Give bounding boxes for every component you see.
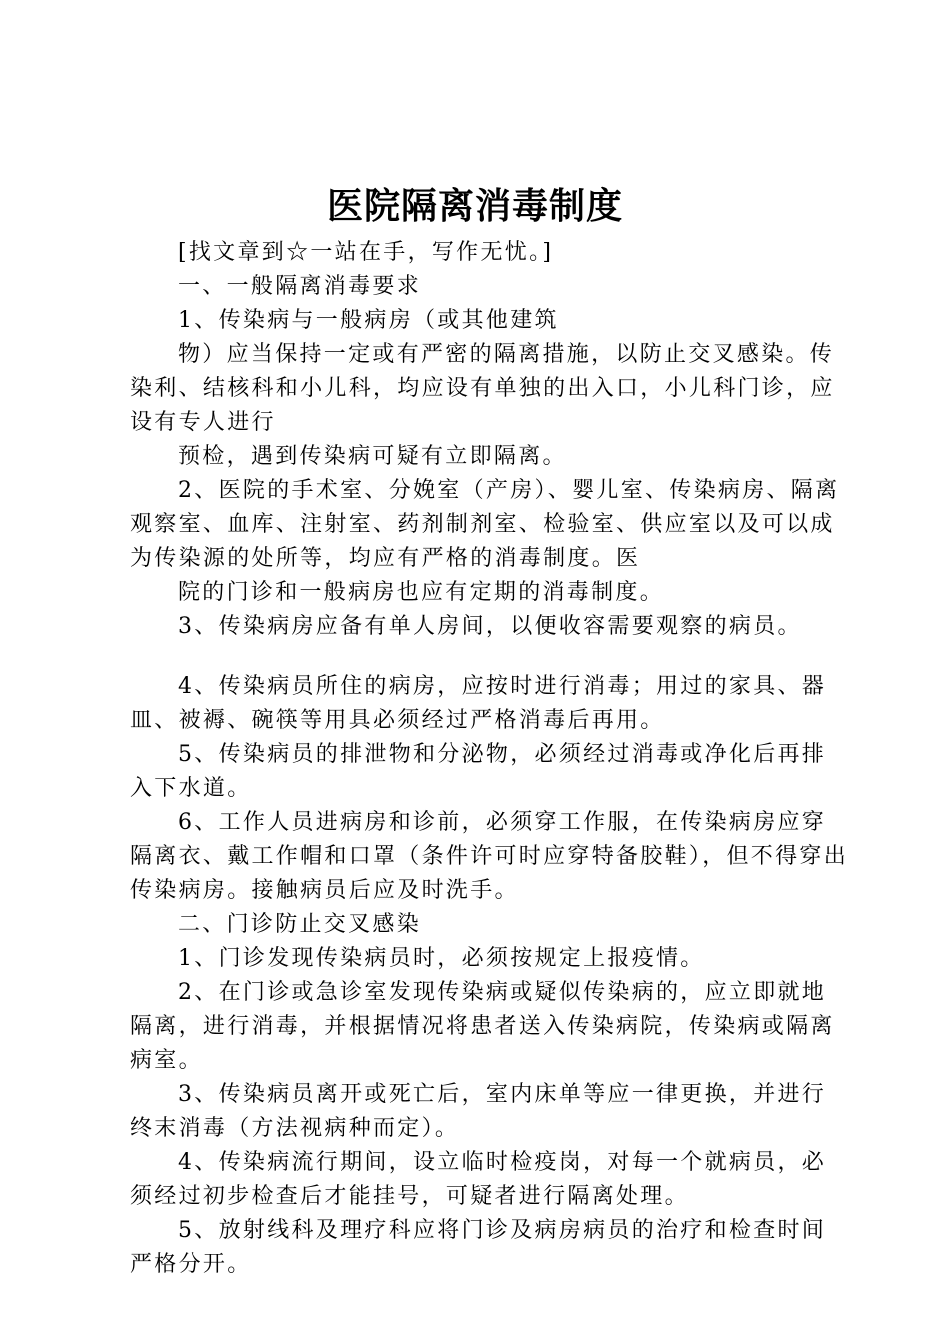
paragraph: 物）应当保持一定或有严密的隔离措施，以防止交叉感染。传染利、结核科和小儿科，均应设有单独的出入口，小儿科门诊，应设有专人进行 xyxy=(130,342,835,435)
paragraph: 4、传染病员所住的病房，应按时进行消毒；用过的家具、器皿、被褥、碗筷等用具必须经过严格消毒后再用。 xyxy=(130,674,827,733)
section-heading-1: 一、一般隔离消毒要求 xyxy=(178,274,422,299)
paragraph: 1、门诊发现传染病员时，必须按规定上报疫情。 xyxy=(178,946,705,971)
paragraph: 预检，遇到传染病可疑有立即隔离。 xyxy=(178,444,567,469)
section-heading-2: 二、门诊防止交叉感染 xyxy=(178,912,422,937)
document-body xyxy=(130,236,850,1282)
paragraph-tagline: [找文章到☆一站在手，写作无忧。] xyxy=(178,240,554,265)
paragraph: 4、传染病流行期间，设立临时检疫岗，对每一个就病员，必须经过初步检查后才能挂号，可疑者进行隔离处理。 xyxy=(130,1150,827,1209)
paragraph: 院的门诊和一般病房也应有定期的消毒制度。 xyxy=(178,580,665,605)
paragraph: 6、工作人员进病房和诊前，必须穿工作服，在传染病房应穿隔离衣、戴工作帽和口罩（条件许可时应穿特备胶鞋），但不得穿出传染病房。接触病员后应及时洗手。 xyxy=(130,810,849,903)
paragraph: 5、放射线科及理疗科应将门诊及病房病员的治疗和检查时间严格分开。 xyxy=(130,1218,827,1277)
paragraph: 2、医院的手术室、分娩室（产房）、婴儿室、传染病房、隔离观察室、血库、注射室、药剂制剂室、检验室、供应室以及可以成为传染源的处所等，均应有严格的消毒制度。医 xyxy=(130,478,840,571)
paragraph: 3、传染病员离开或死亡后，室内床单等应一律更换，并进行终末消毒（方法视病种而定）。 xyxy=(130,1082,827,1141)
paragraph: 1、传染病与一般病房（或其他建筑 xyxy=(178,308,559,333)
paragraph: 2、在门诊或急诊室发现传染病或疑似传染病的，应立即就地隔离，进行消毒，并根据情况将患者送入传染病院，传染病或隔离病室。 xyxy=(130,980,835,1073)
document-title: 医院隔离消毒制度 xyxy=(326,185,623,227)
paragraph: 3、传染病房应备有单人房间，以便收容需要观察的病员。 xyxy=(178,614,802,639)
paragraph: 5、传染病员的排泄物和分泌物，必须经过消毒或净化后再排入下水道。 xyxy=(130,742,827,801)
